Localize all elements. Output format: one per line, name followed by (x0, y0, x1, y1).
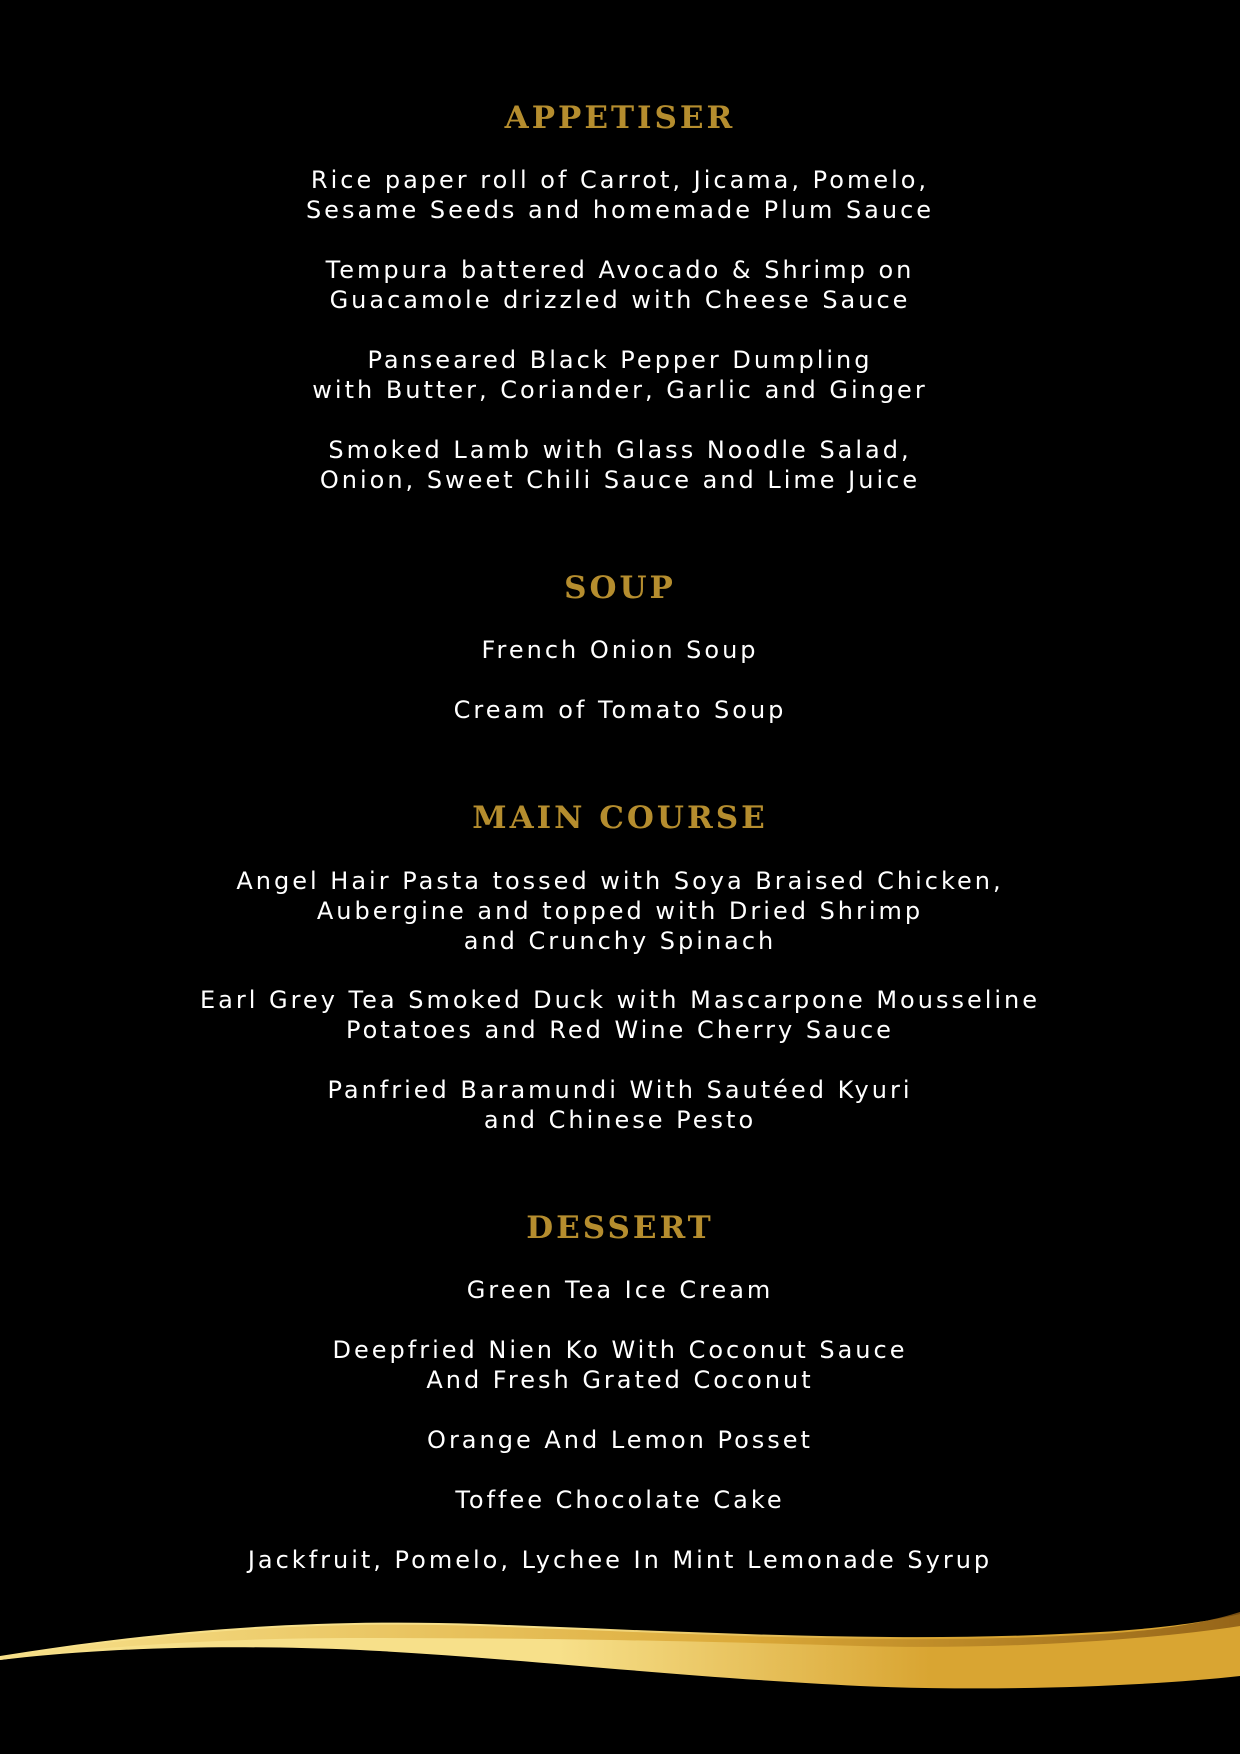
main-course-heading: MAIN COURSE (472, 800, 768, 836)
appetiser-item: Rice paper roll of Carrot, Jicama, Pomelo, Sesame Seeds and homemade Plum Sauce (305, 166, 935, 224)
main-course-item: Earl Grey Tea Smoked Duck with Mascarpone Mousseline Potatoes and Red Wine Cherry Sauce (199, 986, 1041, 1044)
gold-wave-decoration (0, 1580, 1240, 1754)
appetiser-item: Tempura battered Avocado & Shrimp on Guacamole drizzled with Cheese Sauce (325, 256, 915, 314)
main-course-item: Angel Hair Pasta tossed with Soya Braised Chicken, Aubergine and topped with Dried Shrimp and Crunchy Spinach (236, 867, 1004, 955)
main-course-item: Panfried Baramundi With Sautéed Kyuri and Chinese Pesto (327, 1076, 913, 1134)
soup-heading: SOUP (564, 570, 676, 606)
dessert-item: Toffee Chocolate Cake (455, 1486, 785, 1514)
dessert-item: Deepfried Nien Ko With Coconut Sauce And Fresh Grated Coconut (332, 1336, 908, 1394)
wave-band-main (0, 1614, 1240, 1688)
appetiser-item: Panseared Black Pepper Dumpling with Butter, Coriander, Garlic and Ginger (312, 346, 928, 404)
appetiser-heading: APPETISER (504, 100, 736, 136)
dessert-item: Green Tea Ice Cream (466, 1276, 774, 1304)
soup-item: Cream of Tomato Soup (453, 696, 787, 724)
appetiser-item: Smoked Lamb with Glass Noodle Salad, Onion, Sweet Chili Sauce and Lime Juice (319, 436, 921, 494)
dessert-item: Orange And Lemon Posset (427, 1426, 813, 1454)
dessert-item: Jackfruit, Pomelo, Lychee In Mint Lemonade Syrup (247, 1546, 993, 1574)
soup-item: French Onion Soup (481, 636, 759, 664)
dessert-heading: DESSERT (526, 1210, 714, 1246)
